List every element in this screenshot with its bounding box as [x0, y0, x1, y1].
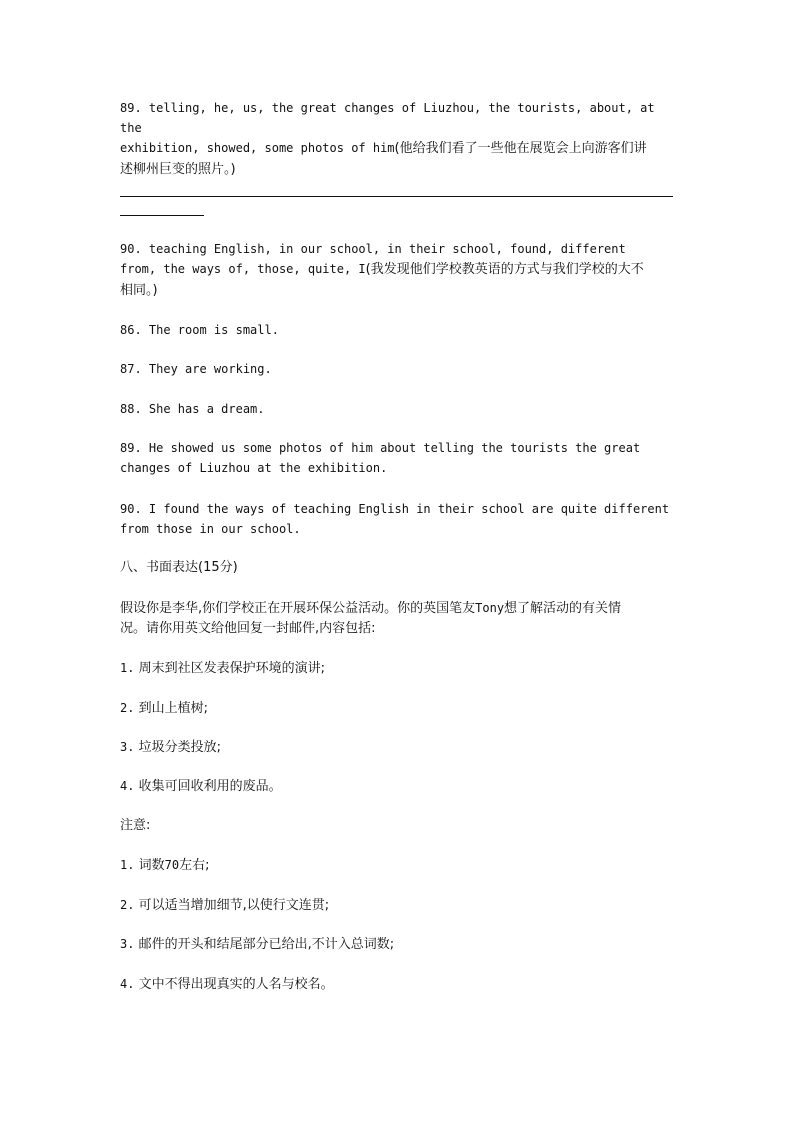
content-item: [120, 698, 676, 719]
note-item: [120, 855, 676, 876]
answer-89-line2: changes of Liuzhou at the exhibition.: [120, 461, 388, 475]
q89-line3: 述柳州巨变的照片。): [120, 162, 236, 177]
item-text: 收集可回收利用的废品。: [138, 779, 282, 794]
question-90: [120, 239, 676, 301]
item-text: 垃圾分类投放;: [138, 740, 221, 755]
note-item: [120, 895, 676, 916]
note-text: 文中不得出现真实的人名与校名。: [138, 977, 334, 992]
answer-line-short: [120, 215, 204, 216]
note-number: 3.: [120, 937, 135, 951]
note-number: 1.: [120, 858, 135, 872]
content-item: [120, 776, 676, 797]
answer-87: 87. They are working.: [120, 362, 272, 376]
note-number: 2.: [120, 898, 135, 912]
note-item: [120, 974, 676, 995]
note-text-post: 左右;: [179, 858, 210, 873]
prompt-line1-b: 想了解活动的有关情: [504, 601, 622, 616]
note-text: 邮件的开头和结尾部分已给出,不计入总词数;: [138, 937, 395, 952]
note-text: 可以适当增加细节,以使行文连贯;: [138, 898, 330, 913]
answer-88: 88. She has a dream.: [120, 402, 265, 416]
answer-line-long: [120, 196, 673, 197]
prompt-name: Tony: [475, 601, 505, 615]
note-item: [120, 934, 676, 955]
answer-89-line1: 89. He showed us some photos of him about telling the tourists the great: [120, 441, 641, 455]
note-number: 4.: [120, 977, 135, 991]
q89-line2-cn: (他给我们看了一些他在展览会上向游客们讲: [394, 141, 647, 156]
q90-line3: 相同。): [120, 283, 158, 298]
answer-90-line2: from those in our school.: [120, 522, 301, 536]
content-item: [120, 658, 676, 679]
prompt-line2: 况。请你用英文给他回复一封邮件,内容包括:: [120, 621, 376, 636]
item-number: 3.: [120, 740, 135, 754]
q90-line1: 90. teaching English, in our school, in their school, found, different: [120, 242, 626, 256]
answer-89: [120, 438, 676, 478]
q89-line2-en: exhibition, showed, some photos of him: [120, 141, 395, 155]
item-number: 1.: [120, 661, 135, 675]
item-text: 周末到社区发表保护环境的演讲;: [138, 661, 325, 676]
q90-line2-en: from, the ways of, those, quite, I: [120, 262, 366, 276]
word-count: 70: [164, 858, 180, 872]
prompt-line1-a: 假设你是李华,你们学校正在开展环保公益活动。你的英国笔友: [120, 601, 476, 616]
item-text: 到山上植树;: [138, 701, 208, 716]
note-label: 注意:: [120, 818, 151, 833]
answer-90: [120, 499, 676, 539]
section-heading: 八、书面表达(15分): [120, 560, 238, 575]
answer-86: 86. The room is small.: [120, 323, 279, 337]
q89-line1: 89. telling, he, us, the great changes of Liuzhou, the tourists, about, at the: [120, 101, 662, 135]
content-item: [120, 737, 676, 758]
answer-90-line1: 90. I found the ways of teaching English in their school are quite different: [120, 502, 670, 516]
q90-line2-cn: (我发现他们学校教英语的方式与我们学校的大不: [365, 262, 644, 277]
writing-prompt: [120, 598, 676, 639]
note-text-pre: 词数: [138, 858, 165, 873]
question-89: [120, 98, 676, 180]
item-number: 2.: [120, 701, 135, 715]
item-number: 4.: [120, 779, 135, 793]
